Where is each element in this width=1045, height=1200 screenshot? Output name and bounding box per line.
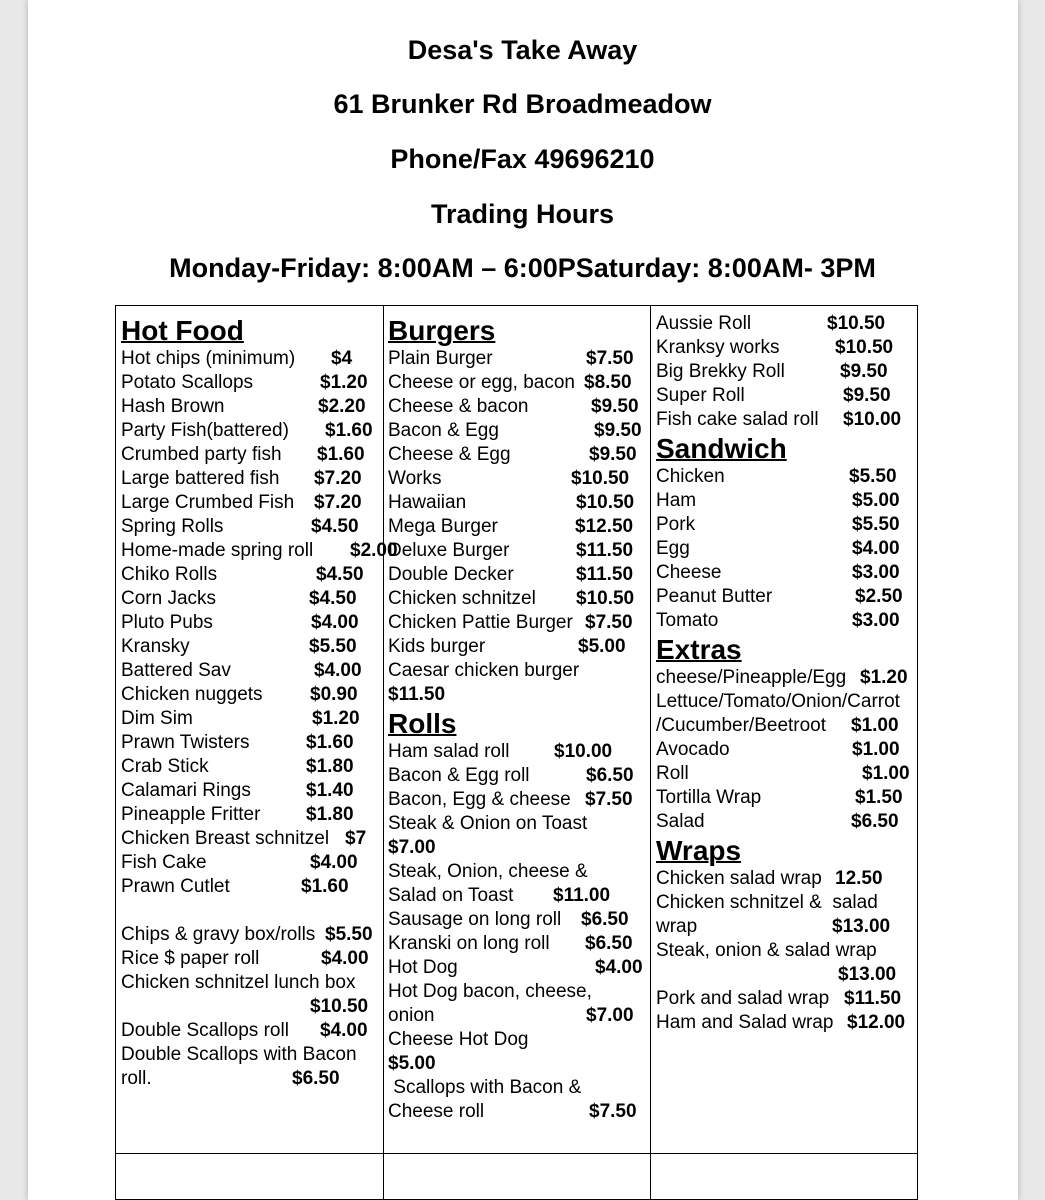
item-name: wrap [656, 916, 698, 937]
item-price: $11.00 [553, 885, 611, 906]
menu-item [656, 738, 914, 762]
item-price: $9.50 [843, 385, 891, 406]
item-price: $9.50 [591, 396, 639, 417]
item-price: $7.50 [585, 789, 633, 810]
item-price: $4.50 [316, 564, 364, 585]
menu-item [656, 1011, 914, 1035]
menu-item [656, 714, 914, 738]
item-price: $5.00 [388, 1053, 436, 1074]
item-price: $9.50 [840, 361, 888, 382]
menu-item [121, 491, 379, 515]
item-name: Ham salad roll [388, 741, 510, 762]
item-price: $1.60 [325, 420, 373, 441]
menu-item [121, 347, 379, 371]
item-price: $7.00 [388, 837, 436, 858]
item-price: $1.40 [306, 780, 354, 801]
menu-item [656, 987, 914, 1011]
item-price: $2.50 [855, 586, 903, 607]
item-name: Super Roll [656, 385, 745, 406]
item-price: $1.60 [306, 732, 354, 753]
menu-item [121, 443, 379, 467]
item-name: Cheese Hot Dog [388, 1029, 529, 1050]
item-name: Ham and Salad wrap [656, 1012, 834, 1033]
item-name: Big Brekky Roll [656, 361, 785, 382]
item-name: Kranski on long roll [388, 933, 550, 954]
item-price: $11.50 [576, 540, 634, 561]
item-name: Fish cake salad roll [656, 409, 819, 430]
hot-food-title: Hot Food [121, 315, 244, 346]
menu-item [388, 1028, 646, 1052]
item-name: Egg [656, 538, 690, 559]
item-name: Bacon, Egg & cheese [388, 789, 571, 810]
menu-item [388, 443, 646, 467]
menu-item [121, 611, 379, 635]
menu-item [388, 860, 646, 884]
item-price: $11.50 [576, 564, 634, 585]
column-divider [383, 305, 384, 1200]
item-name: Pluto Pubs [121, 612, 213, 633]
item-name: Caesar chicken burger [388, 660, 580, 681]
item-name: Dim Sim [121, 708, 193, 729]
menu-item [121, 659, 379, 683]
item-price: $5.50 [325, 924, 373, 945]
item-name: Bacon & Egg [388, 420, 499, 441]
menu-item [388, 659, 646, 683]
item-name: Cheese or egg, bacon [388, 372, 575, 393]
item-price: $1.00 [851, 715, 899, 736]
item-name: Roll [656, 763, 689, 784]
item-name: Pork [656, 514, 696, 535]
item-name: roll. [121, 1068, 152, 1089]
menu-item [388, 956, 646, 980]
menu-item [388, 908, 646, 932]
item-name: Cheese [656, 562, 722, 583]
menu-item [388, 419, 646, 443]
item-price: $3.00 [852, 562, 900, 583]
menu-item [388, 1100, 646, 1124]
menu-item [121, 851, 379, 875]
menu-item [388, 635, 646, 659]
item-name: Hash Brown [121, 396, 225, 417]
item-price: $1.50 [855, 787, 903, 808]
menu-item [388, 932, 646, 956]
item-price: $7.50 [586, 348, 634, 369]
item-name: Avocado [656, 739, 730, 760]
menu-item [121, 635, 379, 659]
menu-item [656, 786, 914, 810]
row-divider [115, 1153, 918, 1154]
item-name: Battered Sav [121, 660, 231, 681]
menu-item [388, 347, 646, 371]
burgers-title: Burgers [388, 315, 496, 346]
item-name: /Cucumber/Beetroot [656, 715, 827, 736]
item-price: $4.00 [311, 612, 359, 633]
rolls-title: Rolls [388, 708, 457, 739]
item-price: $13.00 [832, 916, 891, 937]
item-name: Pork and salad wrap [656, 988, 830, 1009]
trading-hours-title: Trading Hours [430, 199, 614, 229]
item-name: Crumbed party fish [121, 444, 282, 465]
menu-item [656, 465, 914, 489]
item-price: $10.50 [827, 313, 886, 334]
item-name: Rice $ paper roll [121, 948, 260, 969]
sandwich-title: Sandwich [656, 433, 787, 464]
rolls-sandwich-section [656, 312, 914, 1035]
item-price: $9.50 [594, 420, 642, 441]
menu-item [388, 371, 646, 395]
menu-item [656, 939, 914, 963]
menu-item [121, 587, 379, 611]
menu-item [656, 891, 914, 915]
menu-item [121, 995, 379, 1019]
item-price: $11.50 [388, 684, 446, 705]
menu-item [388, 836, 646, 860]
item-price: $0.90 [310, 684, 358, 705]
hot-food-section [121, 314, 398, 1091]
item-name: Tomato [656, 610, 719, 631]
item-price: $4.50 [309, 588, 357, 609]
menu-item [388, 683, 646, 707]
item-price: $4.00 [852, 538, 900, 559]
item-price: $1.20 [312, 708, 360, 729]
menu-item [388, 764, 646, 788]
menu-item [121, 1067, 379, 1091]
item-name: Steak & Onion on Toast [388, 813, 588, 834]
item-name: Chicken Breast schnitzel [121, 828, 330, 849]
menu-item [121, 371, 379, 395]
menu-item [388, 539, 646, 563]
menu-item [656, 762, 914, 786]
item-name: Large battered fish [121, 468, 280, 489]
menu-item [121, 1019, 379, 1043]
item-name: Corn Jacks [121, 588, 217, 609]
menu-item [656, 666, 914, 690]
item-price: $10.00 [554, 741, 613, 762]
menu-item [121, 467, 379, 491]
item-name: Cheese roll [388, 1101, 485, 1122]
item-price: $1.60 [301, 876, 349, 897]
column-divider [650, 305, 651, 1200]
item-price: $4.50 [311, 516, 359, 537]
item-price: $10.50 [576, 588, 635, 609]
burgers-section [388, 314, 646, 1124]
menu-item [121, 1043, 379, 1067]
item-name: Plain Burger [388, 348, 493, 369]
item-price: $11.50 [844, 988, 902, 1009]
item-name: Peanut Butter [656, 586, 773, 607]
item-name: Spring Rolls [121, 516, 224, 537]
menu-item [656, 585, 914, 609]
item-name: Steak, onion & salad wrap [656, 940, 877, 961]
item-price: $5.00 [578, 636, 626, 657]
menu-item [388, 611, 646, 635]
item-name: Party Fish(battered) [121, 420, 289, 441]
menu-item [656, 609, 914, 633]
item-name: Mega Burger [388, 516, 498, 537]
item-name: Hot Dog [388, 957, 458, 978]
item-name: Lettuce/Tomato/Onion/Carrot [656, 691, 900, 712]
menu-item [121, 779, 379, 803]
item-price: $4.00 [314, 660, 362, 681]
menu-item [388, 1052, 646, 1076]
item-name: Home-made spring roll [121, 540, 314, 561]
item-price: $4.00 [310, 852, 358, 873]
item-price: $12.50 [575, 516, 634, 537]
menu-item [388, 980, 646, 1004]
item-name: Bacon & Egg roll [388, 765, 530, 786]
item-name: Double Decker [388, 564, 514, 585]
item-name: Chicken schnitzel & salad [656, 892, 878, 913]
item-price: $7.50 [589, 1101, 637, 1122]
menu-item [656, 690, 914, 714]
item-price: $10.50 [835, 337, 894, 358]
item-name: Chicken Pattie Burger [388, 612, 573, 633]
item-name: Potato Scallops [121, 372, 254, 393]
item-name: Salad [656, 811, 705, 832]
item-price: $3.00 [852, 610, 900, 631]
item-name: Hot Dog bacon, cheese, [388, 981, 592, 1002]
menu-item [121, 731, 379, 755]
shop-address: 61 Brunker Rd Broadmeadow [333, 89, 712, 119]
item-name: Calamari Rings [121, 780, 251, 801]
item-price: $7.20 [314, 468, 362, 489]
menu-item [656, 963, 914, 987]
menu-item [388, 740, 646, 764]
item-price: $2.00 [350, 540, 398, 561]
item-name: Pineapple Fritter [121, 804, 261, 825]
menu-item [121, 683, 379, 707]
menu-item [121, 707, 379, 731]
item-name: Kids burger [388, 636, 486, 657]
menu-item [388, 395, 646, 419]
menu-item [656, 513, 914, 537]
item-name: Hawaiian [388, 492, 467, 513]
item-price: $7 [345, 828, 367, 849]
item-price: $2.20 [318, 396, 366, 417]
menu-item [388, 1004, 646, 1028]
item-price: $5.00 [852, 490, 900, 511]
menu-item [121, 827, 379, 851]
item-price: $1.20 [860, 667, 908, 688]
menu-item [121, 923, 379, 947]
item-price: $4.00 [320, 1020, 368, 1041]
menu-item [121, 803, 379, 827]
menu-item [388, 812, 646, 836]
menu-item [388, 491, 646, 515]
menu-item [121, 947, 379, 971]
item-price: $6.50 [581, 909, 629, 930]
item-price: $5.50 [849, 466, 897, 487]
item-name: Chiko Rolls [121, 564, 218, 585]
menu-item [388, 884, 646, 908]
menu-item [121, 563, 379, 587]
item-name: Kransky [121, 636, 190, 657]
item-price: $1.80 [306, 756, 354, 777]
item-price: $1.80 [306, 804, 354, 825]
menu-item [388, 515, 646, 539]
item-name: cheese/Pineapple/Egg [656, 667, 847, 688]
item-price: $5.50 [852, 514, 900, 535]
item-price: $10.50 [576, 492, 635, 513]
item-price: $9.50 [589, 444, 637, 465]
item-price: $10.00 [843, 409, 902, 430]
menu-item [656, 537, 914, 561]
menu-item [121, 875, 379, 899]
item-price: $7.50 [585, 612, 633, 633]
item-name: Prawn Cutlet [121, 876, 230, 897]
item-price: $12.00 [847, 1012, 906, 1033]
item-name: Steak, Onion, cheese & [388, 861, 588, 882]
item-name: Prawn Twisters [121, 732, 250, 753]
item-name: Large Crumbed Fish [121, 492, 295, 513]
menu-item [121, 539, 398, 563]
item-name: Cheese & Egg [388, 444, 511, 465]
item-name: Cheese & bacon [388, 396, 529, 417]
menu-item [388, 587, 646, 611]
menu-item [388, 788, 646, 812]
menu-item [656, 336, 914, 360]
item-price: $1.20 [320, 372, 368, 393]
item-name: Tortilla Wrap [656, 787, 762, 808]
item-price: $1.60 [317, 444, 365, 465]
item-name: Chicken [656, 466, 725, 487]
item-price: $6.50 [292, 1068, 340, 1089]
menu-item [388, 563, 646, 587]
menu-item [121, 395, 379, 419]
item-price: $13.00 [838, 964, 897, 985]
shop-phone: Phone/Fax 49696210 [390, 144, 655, 174]
extras-title: Extras [656, 634, 742, 665]
item-name: Chicken schnitzel [388, 588, 536, 609]
trading-hours: Monday-Friday: 8:00AM – 6:00PSaturday: 8:00AM- 3PM [169, 253, 876, 283]
item-name: Fish Cake [121, 852, 207, 873]
item-name: Crab Stick [121, 756, 209, 777]
item-price: $1.00 [862, 763, 910, 784]
menu-item [121, 515, 379, 539]
menu-item [388, 467, 646, 491]
menu-item [121, 971, 379, 995]
item-name: Scallops with Bacon & [388, 1077, 582, 1098]
item-name: Chicken salad wrap [656, 868, 822, 889]
menu-item [656, 489, 914, 513]
menu-item [656, 561, 914, 585]
item-price: $4.00 [595, 957, 643, 978]
item-name: Salad on Toast [388, 885, 514, 906]
item-price: $5.50 [309, 636, 357, 657]
item-price: $4.00 [321, 948, 369, 969]
menu-item [656, 915, 914, 939]
menu-item [656, 408, 914, 432]
item-name: Chicken nuggets [121, 684, 263, 705]
menu-item [656, 384, 914, 408]
wraps-title: Wraps [656, 835, 742, 866]
item-name: Sausage on long roll [388, 909, 562, 930]
item-name: Double Scallops with Bacon [121, 1044, 357, 1065]
item-price: $10.50 [310, 996, 369, 1017]
item-name: Hot chips (minimum) [121, 348, 296, 369]
menu-item [656, 360, 914, 384]
item-name: Double Scallops roll [121, 1020, 289, 1041]
item-price: $6.50 [586, 765, 634, 786]
item-price: $8.50 [584, 372, 632, 393]
menu-item [121, 419, 379, 443]
item-price: 12.50 [835, 868, 883, 889]
item-name: Chips & gravy box/rolls [121, 924, 316, 945]
menu-item [388, 1076, 646, 1100]
menu-item [656, 867, 914, 891]
menu-item [656, 312, 914, 336]
menu-item [121, 755, 379, 779]
item-price: $10.50 [571, 468, 630, 489]
item-name: Kranksy works [656, 337, 780, 358]
item-price: $7.20 [314, 492, 362, 513]
item-name: onion [388, 1005, 435, 1026]
menu-item [656, 810, 914, 834]
item-name: Works [388, 468, 442, 489]
item-price: $6.50 [585, 933, 633, 954]
item-name: Aussie Roll [656, 313, 752, 334]
item-name: Deluxe Burger [388, 540, 510, 561]
item-price: $4 [331, 348, 353, 369]
item-price: $6.50 [851, 811, 899, 832]
shop-name: Desa's Take Away [407, 35, 638, 65]
item-price: $1.00 [852, 739, 900, 760]
item-name: Ham [656, 490, 697, 511]
item-name: Chicken schnitzel lunch box [121, 972, 356, 993]
item-price: $7.00 [586, 1005, 634, 1026]
